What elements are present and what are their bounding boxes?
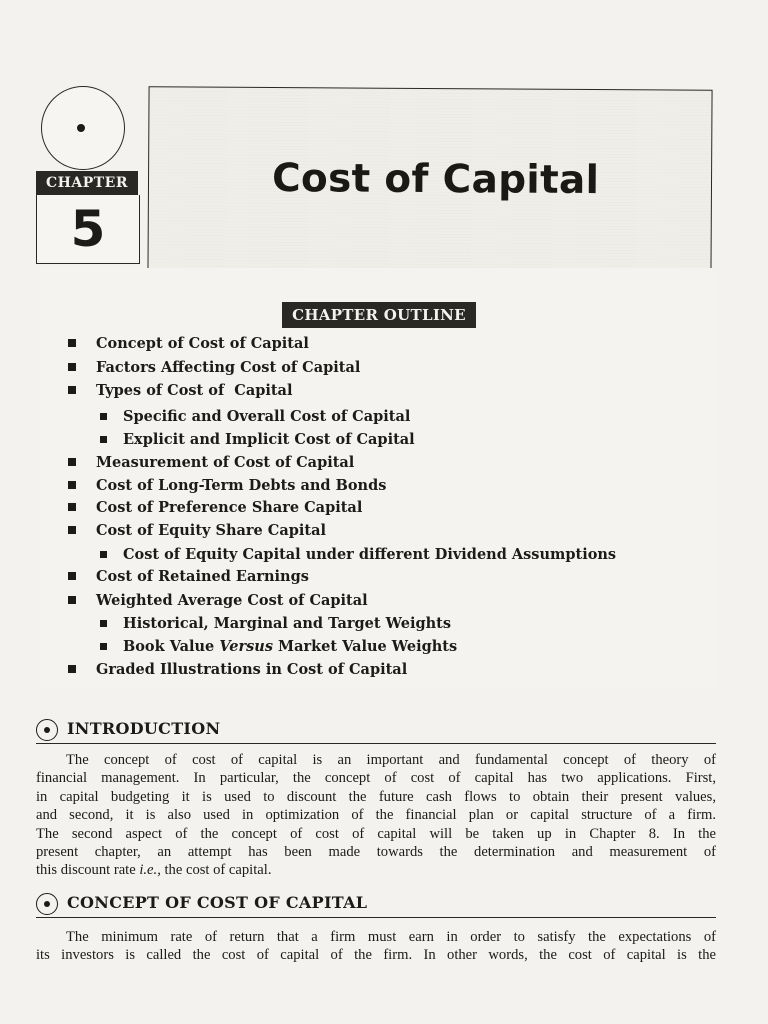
square-bullet-icon xyxy=(100,551,107,558)
square-bullet-icon xyxy=(68,458,76,466)
outline-item: Cost of Long-Term Debts and Bonds xyxy=(68,477,386,494)
chapter-circle-emblem xyxy=(41,86,125,170)
circle-dot-icon xyxy=(36,893,58,915)
chapter-label: CHAPTER xyxy=(36,171,138,195)
square-bullet-icon xyxy=(100,413,107,420)
square-bullet-icon xyxy=(68,363,76,371)
outline-item: Factors Affecting Cost of Capital xyxy=(68,359,360,376)
outline-item: Concept of Cost of Capital xyxy=(68,335,309,352)
outline-subitem: Cost of Equity Capital under different Dividend Assumptions xyxy=(100,546,616,563)
concept-heading: CONCEPT OF COST OF CAPITAL xyxy=(67,893,368,912)
outline-subitem: Book Value Versus Market Value Weights xyxy=(100,638,457,655)
square-bullet-icon xyxy=(68,386,76,394)
square-bullet-icon xyxy=(68,526,76,534)
outline-item: Cost of Retained Earnings xyxy=(68,568,309,585)
chapter-title-box xyxy=(147,86,712,281)
concept-heading-row xyxy=(36,893,716,918)
square-bullet-icon xyxy=(68,665,76,673)
chapter-title: Cost of Capital xyxy=(271,156,600,204)
square-bullet-icon xyxy=(68,339,76,347)
outline-item: Cost of Equity Share Capital xyxy=(68,522,326,539)
outline-item: Cost of Preference Share Capital xyxy=(68,499,362,516)
concept-paragraph: The minimum rate of return that a firm must earn in order to satisfy the expectations of its investors is called the cost of capital of the firm. In other words, the cost of capital is the xyxy=(36,929,716,964)
square-bullet-icon xyxy=(68,481,76,489)
square-bullet-icon xyxy=(68,503,76,511)
outline-subitem: Explicit and Implicit Cost of Capital xyxy=(100,431,415,448)
square-bullet-icon xyxy=(68,572,76,580)
square-bullet-icon xyxy=(68,596,76,604)
outline-subitem: Historical, Marginal and Target Weights xyxy=(100,615,451,632)
chapter-outline-heading: CHAPTER OUTLINE xyxy=(282,302,476,328)
square-bullet-icon xyxy=(100,620,107,627)
circle-dot-icon xyxy=(36,719,58,741)
circle-dot-icon xyxy=(77,124,85,132)
outline-item: Graded Illustrations in Cost of Capital xyxy=(68,661,407,678)
outline-item: Types of Cost of Capital xyxy=(68,382,292,399)
outline-item: Weighted Average Cost of Capital xyxy=(68,592,368,609)
introduction-heading: INTRODUCTION xyxy=(67,719,221,738)
introduction-paragraph: The concept of cost of capital is an important and fundamental concept of theory of financial management. In particular, the concept of cost of capital has two applications. First, in capital budgeting it is used to discount the future cash flows to obtain their present values, and second, it is also used in optimization of the financial plan or capital structure of a firm. The second aspect of the concept of cost of capital will be taken up in Chapter 8. In the present chapter, an attempt has been made towards the determination and measurement of this discount rate i.e., the cost of capital. xyxy=(36,752,716,879)
outline-item: Measurement of Cost of Capital xyxy=(68,454,354,471)
square-bullet-icon xyxy=(100,436,107,443)
square-bullet-icon xyxy=(100,643,107,650)
outline-subitem: Specific and Overall Cost of Capital xyxy=(100,408,410,425)
introduction-heading-row xyxy=(36,719,716,744)
chapter-number: 5 xyxy=(36,195,140,264)
